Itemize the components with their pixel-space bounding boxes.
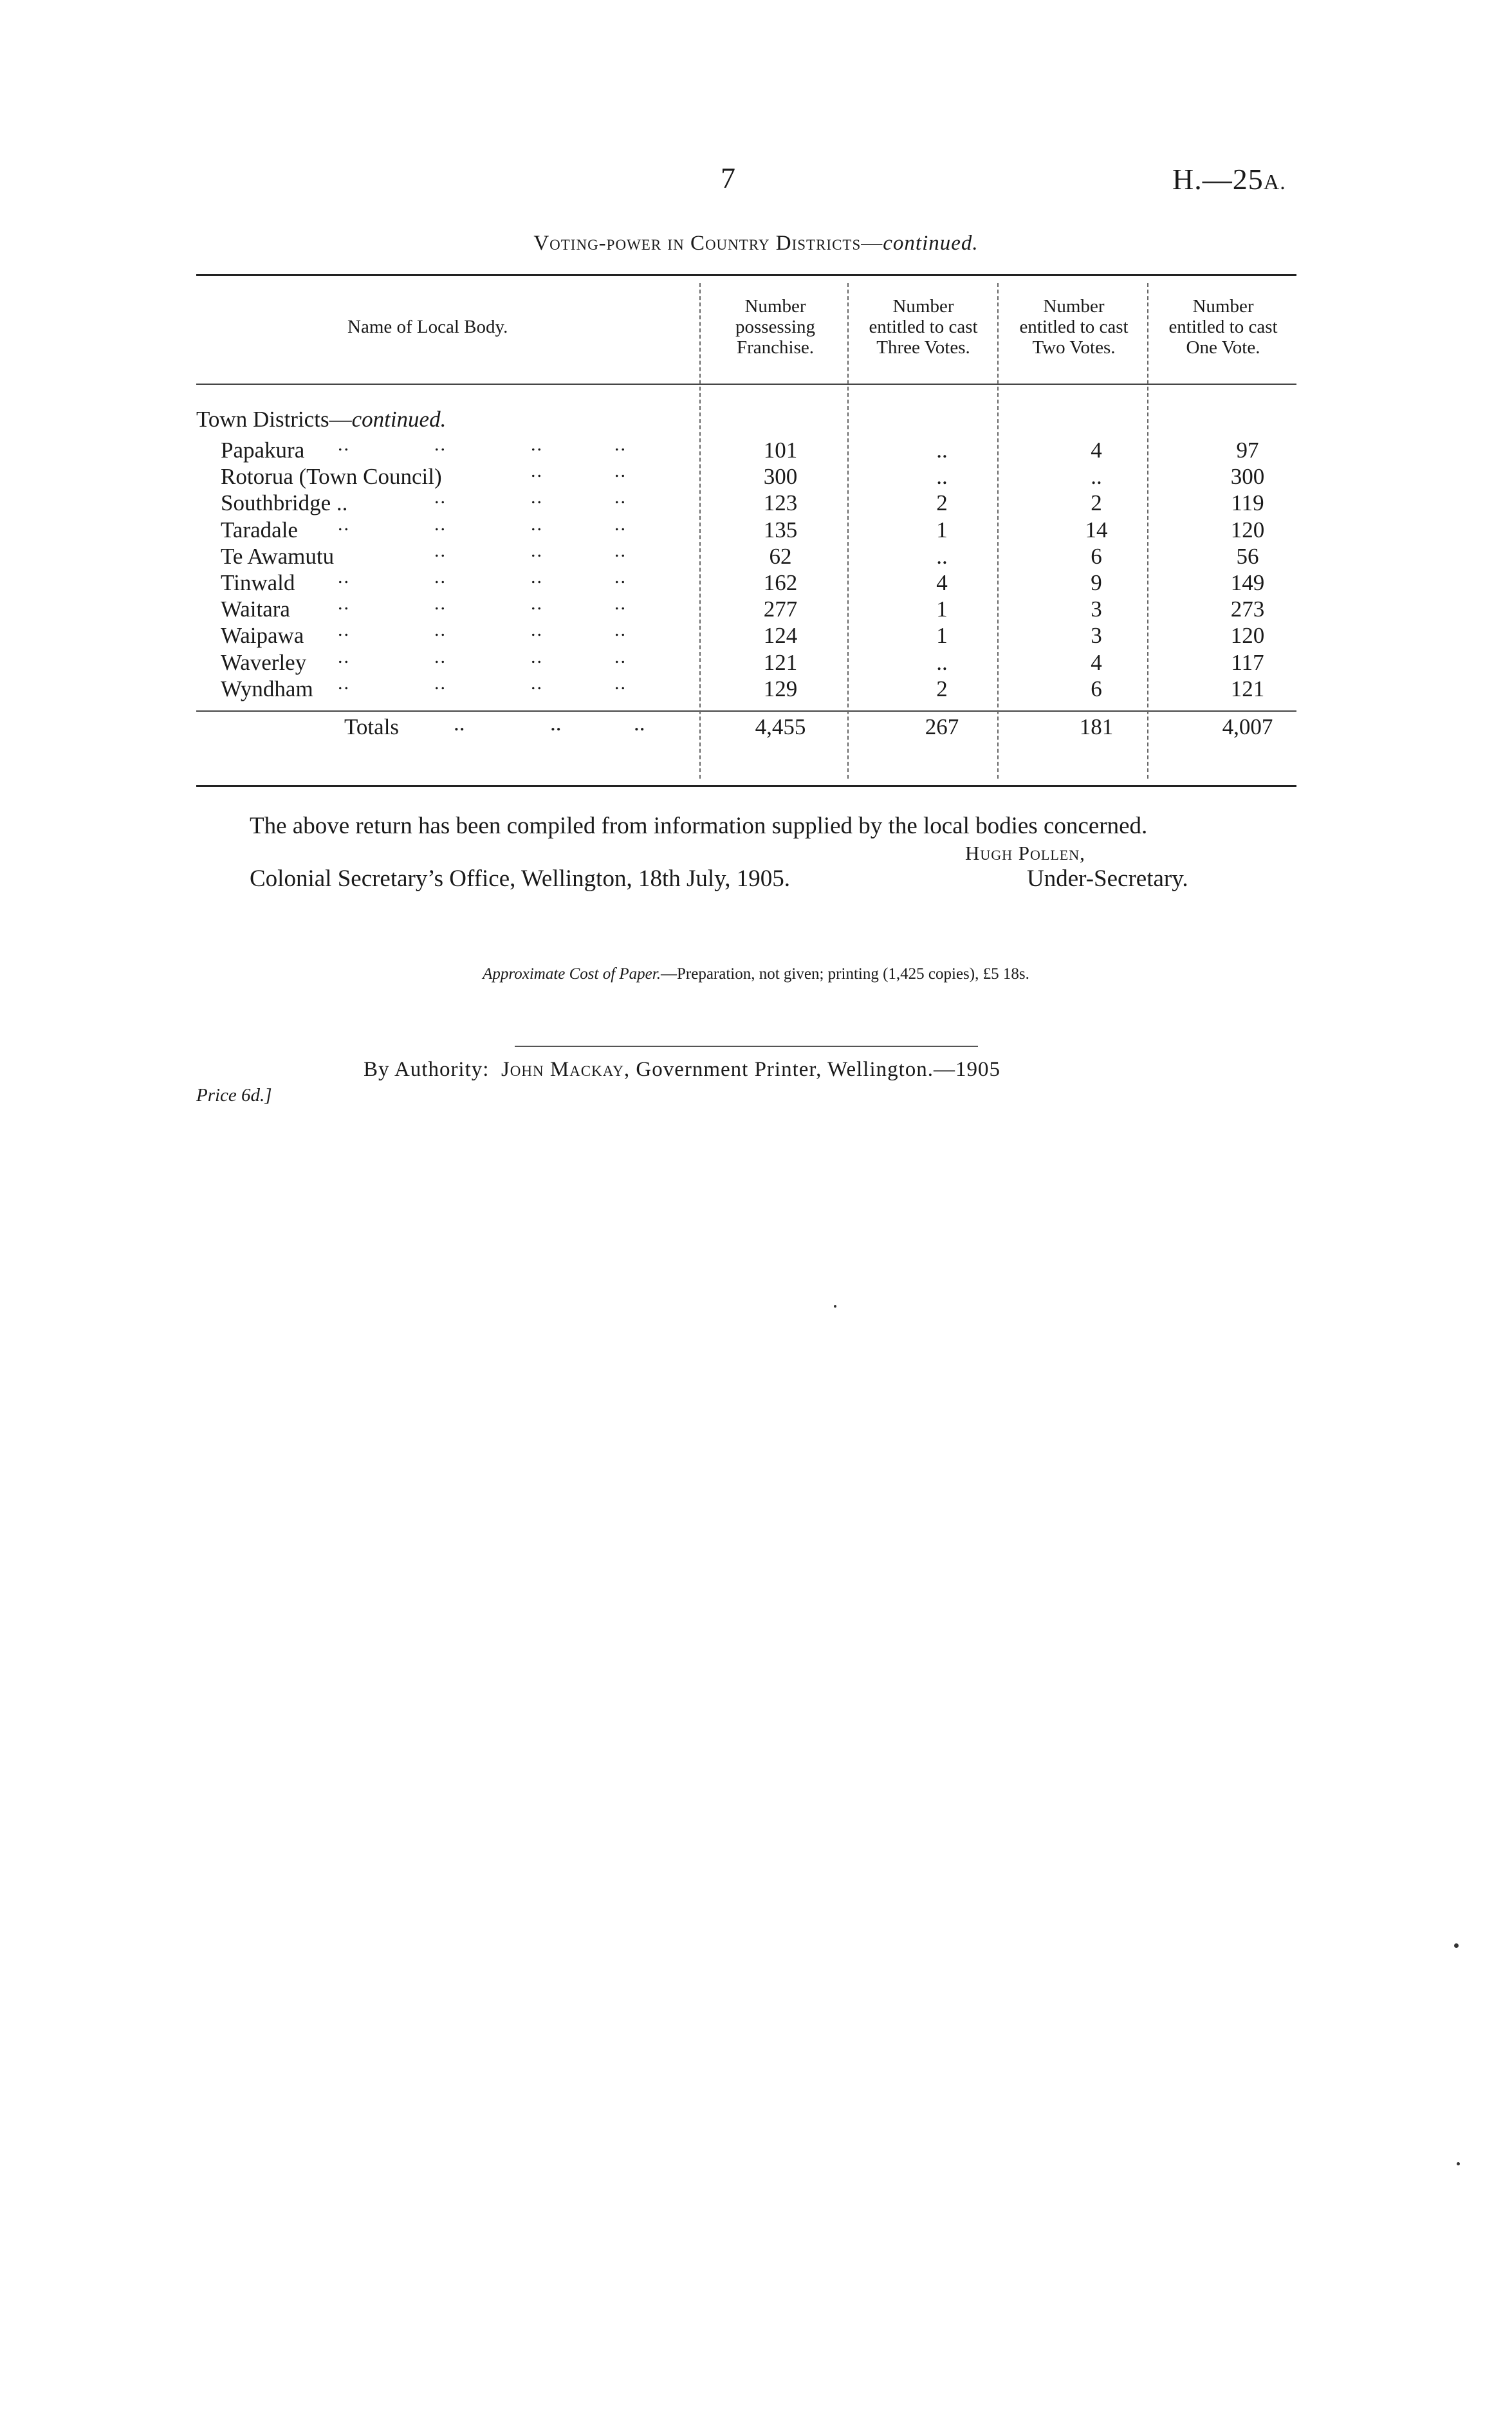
header-bottom-rule [196,384,1296,385]
leader-dot: .. [338,672,350,694]
table-row [196,672,1296,703]
three-votes-count: .. [936,438,948,463]
three-votes-count: 4 [936,570,948,595]
header-three-votes: Number entitled to cast Three Votes. [869,296,978,358]
franchise-count: 121 [763,649,798,675]
leader-dot: .. [338,645,350,667]
header-two-votes: Number entitled to cast Two Votes. [1019,296,1129,358]
one-vote-count: 149 [1230,570,1265,595]
franchise-count: 135 [763,517,798,542]
scan-speck [1454,1943,1459,1948]
leader-dot: .. [434,539,447,561]
printer-rest: Government Printer, Wellington.—1905 [636,1058,1001,1081]
two-votes-count: .. [1091,464,1102,490]
one-vote-count: 120 [1230,623,1265,649]
totals-row [196,710,1296,743]
leader-dot: .. [531,434,543,455]
leader-dot: .. [434,513,447,535]
franchise-count: 300 [763,464,798,490]
table-title-continued: continued. [883,232,979,255]
one-vote-count: 97 [1236,438,1259,463]
leader-dot: .. [614,513,627,535]
leader-dot: .. [338,434,350,455]
one-vote-count: 273 [1230,597,1265,622]
two-votes-count: 3 [1091,597,1102,622]
totals-label: Totals [344,714,400,739]
leader-dot: .. [531,619,543,641]
table-row [196,619,1296,649]
leader-dot: .. [434,619,447,641]
cost-of-paper [0,965,1512,983]
leader-dot: .. [338,513,350,535]
one-vote-count: 121 [1230,676,1265,701]
two-votes-count: 6 [1091,543,1102,569]
local-body-name: Waitara [221,597,290,622]
authority-line [364,1058,1000,1082]
leader-dot: .. [614,539,627,561]
table-row [196,539,1296,570]
three-votes-count: 2 [936,490,948,516]
leader-dot: .. [434,566,447,588]
table-row [196,434,1296,464]
local-body-name: Taradale [221,517,298,542]
leader-dot: .. [550,710,562,736]
local-body-name: Southbridge .. [221,490,348,516]
totals-top-rule [196,710,1296,712]
section-label-main: Town Districts— [196,407,352,432]
totals-franchise: 4,455 [755,714,806,739]
leader-dot: .. [614,434,627,455]
document-reference-main: H.—25 [1172,163,1264,196]
one-vote-count: 300 [1230,464,1265,490]
table-title-main: Voting-power in Country Districts— [533,232,883,255]
leader-dot: .. [614,672,627,694]
leader-dot: .. [434,434,447,455]
leader-dot: .. [531,486,543,508]
leader-dot: .. [614,619,627,641]
leader-dot: .. [531,593,543,615]
scan-speck [834,1305,836,1308]
signatory-title: Under-Secretary. [1027,866,1188,892]
header-name-of-local-body: Name of Local Body. [347,317,508,337]
scan-speck [1457,2162,1460,2165]
cost-text: —Preparation, not given; printing (1,425 copies), £5 18s. [661,965,1029,983]
leader-dot: .. [338,593,350,615]
two-votes-count: 2 [1091,490,1102,516]
franchise-count: 123 [763,490,798,516]
table-row [196,566,1296,597]
leader-dot: .. [614,460,627,482]
leader-dot: .. [531,539,543,561]
leader-dot: .. [454,710,465,736]
franchise-count: 62 [769,543,792,569]
three-votes-count: .. [936,543,948,569]
local-body-name: Tinwald [221,570,295,595]
table-row [196,645,1296,676]
local-body-name: Te Awamutu [221,543,335,569]
leader-dot: .. [531,460,543,482]
header-possessing-franchise: Number possessing Franchise. [735,296,816,358]
leader-dot: .. [434,593,447,615]
authority-rule [515,1046,978,1047]
section-label-continued: continued. [351,407,447,432]
table-row [196,513,1296,544]
header-one-vote: Number entitled to cast One Vote. [1168,296,1278,358]
three-votes-count: 1 [936,517,948,542]
printer-name: John Mackay, [501,1058,631,1081]
page-number: 7 [721,162,735,194]
cost-label: Approximate Cost of Paper. [483,965,661,983]
leader-dot: .. [531,645,543,667]
table-top-rule [196,274,1296,276]
two-votes-count: 4 [1091,649,1102,675]
leader-dot: .. [614,566,627,588]
authority-prefix: By Authority: [364,1058,490,1081]
voting-power-table [196,270,1296,792]
leader-dot: .. [614,645,627,667]
franchise-count: 162 [763,570,798,595]
local-body-name: Rotorua (Town Council) [221,464,442,490]
leader-dot: .. [634,710,645,736]
two-votes-count: 4 [1091,438,1102,463]
table-bottom-rule [196,785,1296,787]
leader-dot: .. [614,486,627,508]
leader-dot: .. [434,645,447,667]
signatory-name: Hugh Pollen, [965,842,1085,864]
local-body-name: Waverley [221,649,307,675]
leader-dot: .. [434,672,447,694]
franchise-count: 129 [763,676,798,701]
franchise-count: 277 [763,597,798,622]
one-vote-count: 119 [1231,490,1264,516]
franchise-count: 124 [763,623,798,649]
totals-two-votes: 181 [1079,714,1114,739]
leader-dot: .. [531,513,543,535]
document-reference [1172,162,1286,196]
three-votes-count: 1 [936,597,948,622]
leader-dot: .. [531,672,543,694]
leader-dot: .. [338,619,350,641]
three-votes-count: .. [936,464,948,490]
one-vote-count: 56 [1236,543,1259,569]
local-body-name: Wyndham [221,676,313,701]
three-votes-count: 1 [936,623,948,649]
table-title [0,232,1512,255]
two-votes-count: 3 [1091,623,1102,649]
leader-dot: .. [338,566,350,588]
leader-dot: .. [614,593,627,615]
leader-dot: .. [434,486,447,508]
table-row [196,460,1296,490]
table-row [196,593,1296,623]
leader-dot: .. [531,566,543,588]
three-votes-count: 2 [936,676,948,701]
totals-three-votes: 267 [925,714,959,739]
local-body-name: Papakura [221,438,305,463]
two-votes-count: 9 [1091,570,1102,595]
two-votes-count: 14 [1085,517,1108,542]
section-label [196,407,446,432]
one-vote-count: 117 [1231,649,1264,675]
totals-one-vote: 4,007 [1222,714,1273,739]
document-reference-suffix: A. [1263,171,1286,194]
table-row [196,486,1296,517]
return-note: The above return has been compiled from information supplied by the local bodies concerned. [250,813,1148,839]
three-votes-count: .. [936,649,948,675]
office-line: Colonial Secretary’s Office, Wellington, 18th July, 1905. [250,866,791,892]
price-note: Price 6d.] [196,1085,272,1106]
two-votes-count: 6 [1091,676,1102,701]
local-body-name: Waipawa [221,623,304,649]
franchise-count: 101 [763,438,798,463]
one-vote-count: 120 [1230,517,1265,542]
